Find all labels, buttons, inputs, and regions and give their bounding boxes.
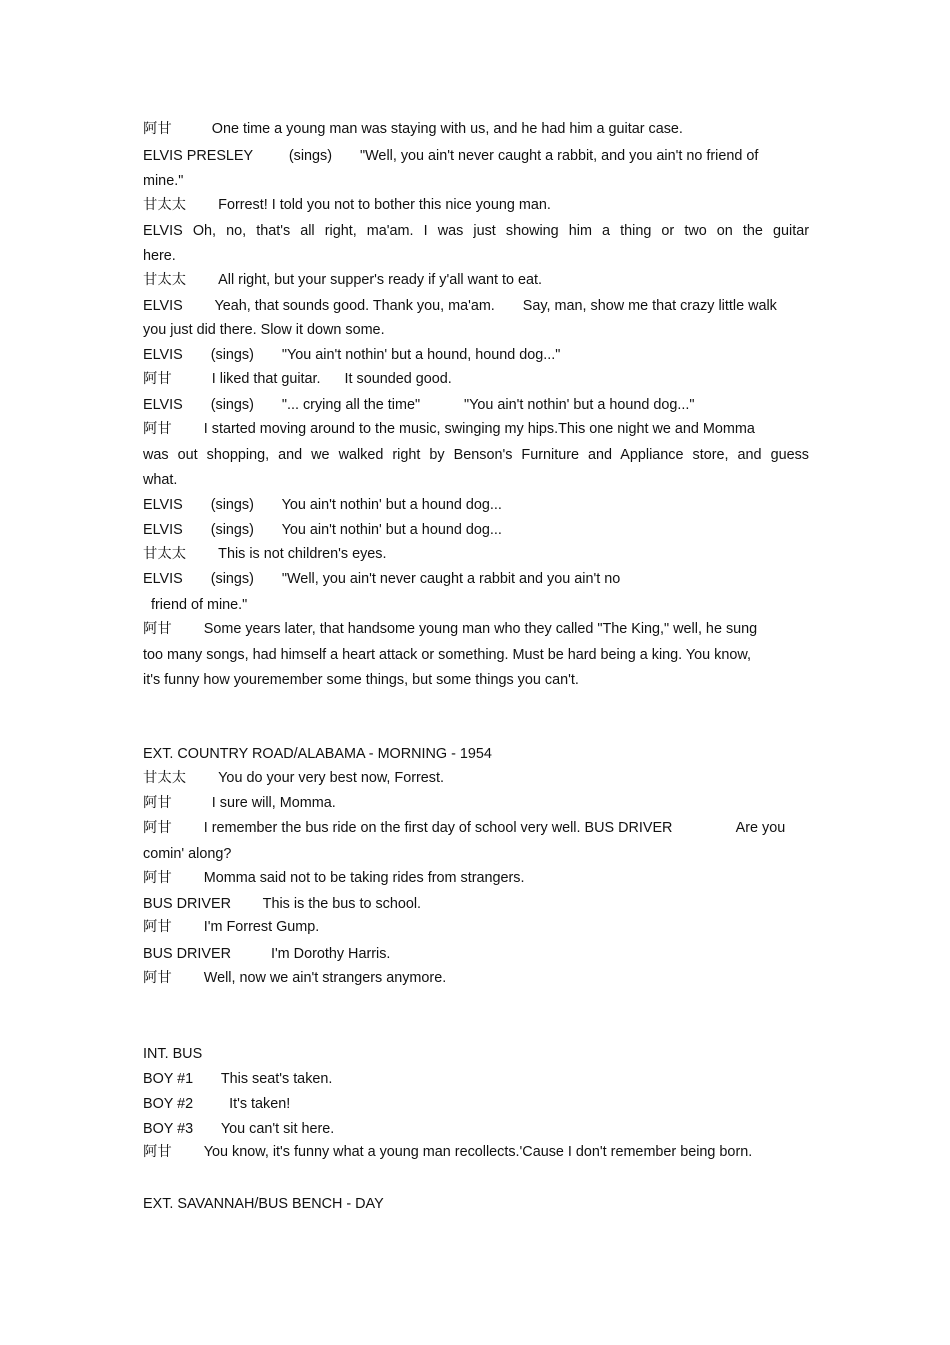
script-line: BOY #2 It's taken! — [143, 1096, 291, 1112]
script-line: 阿甘 I remember the bus ride on the first day of school very well. BUS DRIVER Are you — [143, 820, 786, 836]
script-line: BOY #1 This seat's taken. — [143, 1071, 333, 1087]
script-line: 甘太太 You do your very best now, Forrest. — [143, 770, 444, 786]
script-line: ELVIS (sings) "Well, you ain't never caught a rabbit and you ain't no — [143, 571, 621, 587]
script-line: 阿甘 I started moving around to the music, swinging my hips.This one night we and Momma — [143, 421, 755, 437]
script-line: ELVIS (sings) You ain't nothin' but a hound dog... — [143, 522, 502, 538]
script-line: ELVIS (sings) "... crying all the time" "You ain't nothin' but a hound dog..." — [143, 397, 695, 413]
script-line: 阿甘 Some years later, that handsome young man who they called "The King," well, he sung — [143, 621, 758, 637]
script-line: too many songs, had himself a heart attack or something. Must be hard being a king. You know, — [143, 647, 751, 663]
script-line: 阿甘 I'm Forrest Gump. — [143, 919, 320, 935]
script-line: ELVIS PRESLEY (sings) "Well, you ain't never caught a rabbit, and you ain't no friend of — [143, 148, 759, 164]
script-line: it's funny how youremember some things, but some things you can't. — [143, 672, 579, 688]
script-line: 甘太太 All right, but your supper's ready if y'all want to eat. — [143, 272, 543, 288]
script-line: ELVIS (sings) You ain't nothin' but a hound dog... — [143, 497, 502, 513]
script-line: BOY #3 You can't sit here. — [143, 1121, 335, 1137]
scene-heading: EXT. COUNTRY ROAD/ALABAMA - MORNING - 1954 — [143, 746, 492, 762]
script-line: 阿甘 You know, it's funny what a young man recollects.'Cause I don't remember being born. — [143, 1144, 753, 1160]
script-line: what. — [143, 472, 178, 488]
scene-heading: EXT. SAVANNAH/BUS BENCH - DAY — [143, 1196, 384, 1212]
script-line: 阿甘 Well, now we ain't strangers anymore. — [143, 970, 447, 986]
scene-heading: INT. BUS — [143, 1046, 203, 1062]
script-line: 阿甘 One time a young man was staying with us, and he had him a guitar case. — [143, 121, 683, 137]
script-line: friend of mine." — [143, 597, 248, 613]
script-line: 阿甘 I sure will, Momma. — [143, 795, 336, 811]
script-line: ELVIS (sings) "You ain't nothin' but a hound, hound dog..." — [143, 347, 561, 363]
script-line: here. — [143, 248, 176, 264]
script-line: ELVIS Yeah, that sounds good. Thank you, ma'am. Say, man, show me that crazy little walk — [143, 298, 777, 314]
script-line: 阿甘 Momma said not to be taking rides from strangers. — [143, 870, 525, 886]
script-line: 阿甘 I liked that guitar. It sounded good. — [143, 371, 452, 387]
script-line: comin' along? — [143, 846, 232, 862]
script-line: 甘太太 This is not children's eyes. — [143, 546, 387, 562]
script-line: was out shopping, and we walked right by Benson's Furniture and Appliance store, and guess — [143, 447, 809, 463]
script-line: BUS DRIVER I'm Dorothy Harris. — [143, 946, 391, 962]
script-line: 甘太太 Forrest! I told you not to bother this nice young man. — [143, 197, 551, 213]
script-line: ELVIS Oh, no, that's all right, ma'am. I was just showing him a thing or two on the guitar — [143, 223, 809, 239]
script-line: BUS DRIVER This is the bus to school. — [143, 896, 422, 912]
script-line: mine." — [143, 173, 184, 189]
script-line: you just did there. Slow it down some. — [143, 322, 385, 338]
